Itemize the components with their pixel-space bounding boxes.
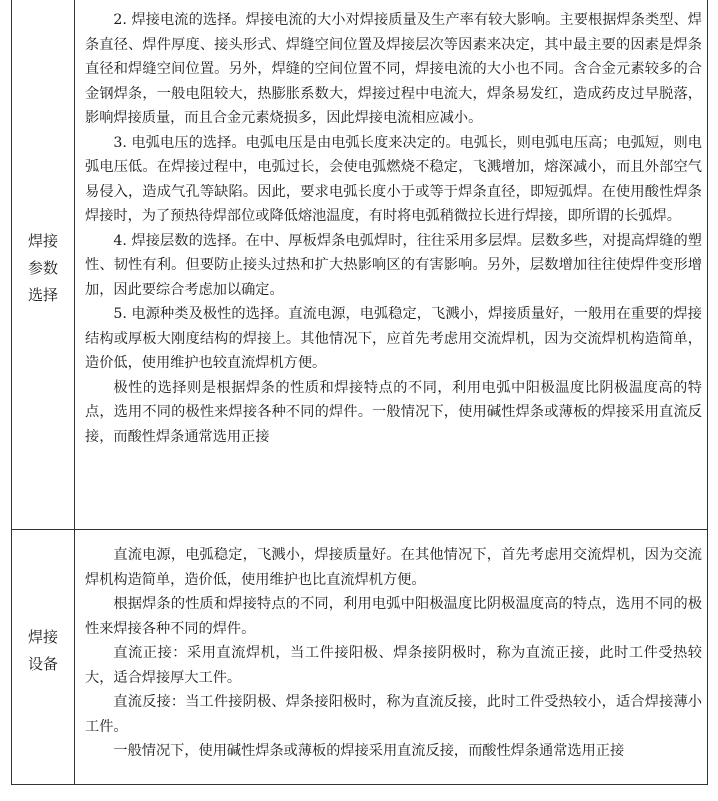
paragraph-welding-layers: 4. 焊接层数的选择。在中、厚板焊条电弧焊时，往往采用多层焊。层数多些，对提高焊缝的塑性、韧性有利。但要防止接头过热和扩大热影响区的有害影响。另外，层数增加往往使焊件变形增加，因此要综合考虑加以确定。 bbox=[85, 232, 702, 298]
row-content-welding-parameters bbox=[85, 8, 702, 449]
paragraph-welding-current: 2. 焊接电流的选择。焊接电流的大小对焊接质量及生产率有较大影响。主要根据焊条类型、焊条直径、焊件厚度、接头形式、焊缝空间位置及焊接层次等因素来决定，其中最主要的因素是焊条直径和焊缝空间位置。另外，焊缝的空间位置不同，焊接电流的大小也不同。含合金元素较多的合金钢焊条，一般电阻较大，热膨胀系数大，焊接过程中电流大，焊条易发红，造成药皮过早脱落，影响焊接质量，而且合金元素烧损多，因此焊接电流相应减小。 bbox=[85, 12, 702, 126]
row-label-welding-equipment bbox=[12, 624, 74, 678]
column-divider bbox=[74, 0, 75, 784]
label-line: 焊接 bbox=[27, 232, 58, 250]
row-divider bbox=[12, 529, 707, 530]
paragraph-dc-reverse: 直流反接：当工件接阴极、焊条接阳极时，称为直流反接，此时工件受热较小，适合焊接薄小工件。 bbox=[85, 694, 702, 735]
paragraph-arc-voltage: 3. 电弧电压的选择。电弧电压是由电弧长度来决定的。电弧长，则电弧电压高；电弧短，则电弧电压低。在焊接过程中，电弧过长，会使电弧燃烧不稳定，飞溅增加，熔深减小，而且外部空气易侵入，造成气孔等缺陷。因此，要求电弧长度小于或等于焊条直径，即短弧焊。在使用酸性焊条焊接时，为了预热待焊部位或降低熔池温度，有时将电弧稍微拉长进行焊接，即所谓的长弧焊。 bbox=[85, 134, 702, 224]
row-content-welding-equipment bbox=[85, 543, 702, 764]
paragraph-dc-straight: 直流正接：采用直流焊机，当工件接阳极、焊条接阴极时，称为直流正接，此时工件受热较大，适合焊接厚大工件。 bbox=[85, 645, 702, 686]
row-label-welding-parameters bbox=[12, 228, 74, 309]
document-table bbox=[11, 0, 708, 785]
paragraph-power-source: 5. 电源种类及极性的选择。直流电源，电弧稳定，飞溅小，焊接质量好，一般用在重要的焊接结构或厚板大刚度结构的焊接上。其他情况下，应首先考虑用交流焊机，因为交流焊机构造简单，造价低，使用维护也较直流焊机方便。 bbox=[85, 306, 702, 371]
paragraph-polarity: 极性的选择则是根据焊条的性质和焊接特点的不同，利用电弧中阳极温度比阴极温度高的特点，选用不同的极性来焊接各种不同的焊件。一般情况下，使用碱性焊条或薄板的焊接采用直流反接，而酸性焊条通常选用正接 bbox=[85, 379, 702, 445]
label-line: 焊接 bbox=[27, 628, 58, 646]
paragraph-dc-source: 直流电源，电弧稳定，飞溅小，焊接质量好。在其他情况下，首先考虑用交流焊机，因为交流焊机构造简单，造价低，使用维护也比直流焊机方便。 bbox=[85, 547, 702, 588]
label-line: 设备 bbox=[27, 655, 58, 673]
label-line: 选择 bbox=[27, 286, 58, 304]
paragraph-polarity-basis: 根据焊条的性质和焊接特点的不同，利用电弧中阳极温度比阴极温度高的特点，选用不同的极性来焊接各种不同的焊件。 bbox=[85, 596, 702, 637]
label-line: 参数 bbox=[27, 259, 58, 277]
paragraph-general-rule: 一般情况下，使用碱性焊条或薄板的焊接采用直流反接，而酸性焊条通常选用正接 bbox=[113, 743, 625, 759]
